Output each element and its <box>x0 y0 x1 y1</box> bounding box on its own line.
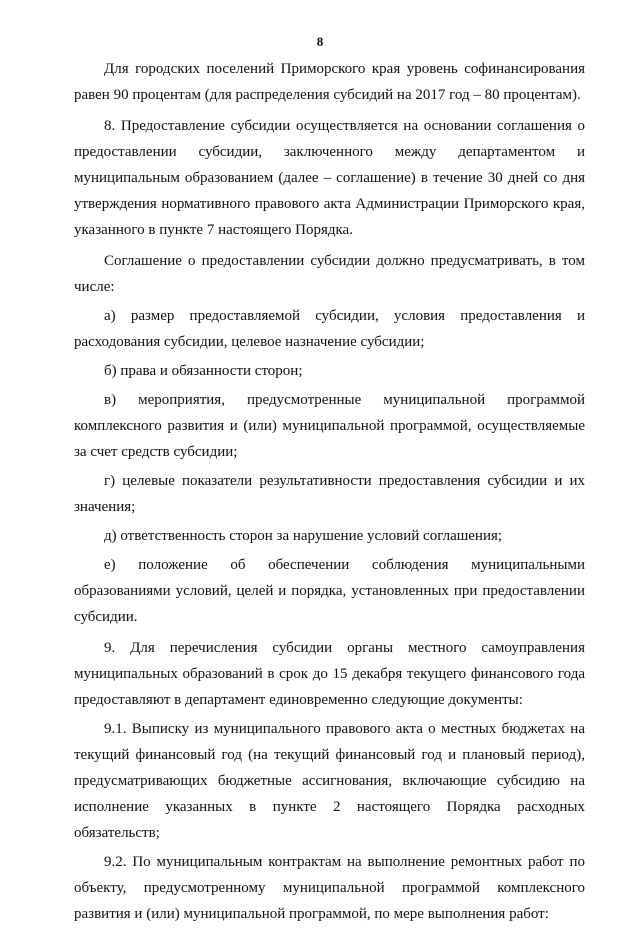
list-item-a: а) размер предоставляемой субсидии, условия предоставления и расходования субсидии, целевое назначение субсидии; <box>74 308 585 350</box>
list-item-v: в) мероприятия, предусмотренные муниципальной программой комплексного развития и (или) муниципальной программой, осуществляемые за счет средств субсидии; <box>74 392 585 460</box>
list-item-g: г) целевые показатели результативности предоставления субсидии и их значения; <box>74 473 585 515</box>
list-item-e: е) положение об обеспечении соблюдения муниципальными образованиями условий, целей и порядка, установленных при предоставлении субсидии. <box>74 557 585 625</box>
document-body <box>74 56 585 930</box>
list-item-d: д) ответственность сторон за нарушение условий соглашения; <box>104 528 503 544</box>
page-number: 8 <box>316 34 324 49</box>
paragraph-item-9-1: 9.1. Выписку из муниципального правового акта о местных бюджетах на текущий финансовый год (на текущий финансовый год и плановый период), предусматривающих бюджетные ассигнования, включающие субсидию на исполнение указанных в пункте 2 настоящего Порядка расходных обязательств; <box>74 721 585 841</box>
list-item-b: б) права и обязанности сторон; <box>104 363 303 379</box>
paragraph-item-9-2: 9.2. По муниципальным контрактам на выполнение ремонтных работ по объекту, предусмотренному муниципальной программой комплексного развития и (или) муниципальной программой, по мере выполнения работ: <box>74 854 585 922</box>
paragraph-agreement-intro: Соглашение о предоставлении субсидии должно предусматривать, в том числе: <box>74 253 585 295</box>
paragraph-item-9: 9. Для перечисления субсидии органы местного самоуправления муниципальных образований в срок до 15 декабря текущего финансового года предоставляют в департамент единовременно следующие документы: <box>74 640 585 708</box>
paragraph-cofinancing-level: Для городских поселений Приморского края уровень софинансирования равен 90 процентам (для распределения субсидий на 2017 год – 80 процентам). <box>74 61 585 103</box>
paragraph-item-8: 8. Предоставление субсидии осуществляется на основании соглашения о предоставлении субсидии, заключенного между департаментом и муниципальным образованием (далее – соглашение) в течение 30 дней со дня утверждения нормативного правового акта Администрации Приморского края, указанного в пункте 7 настоящего Порядка. <box>74 118 585 238</box>
